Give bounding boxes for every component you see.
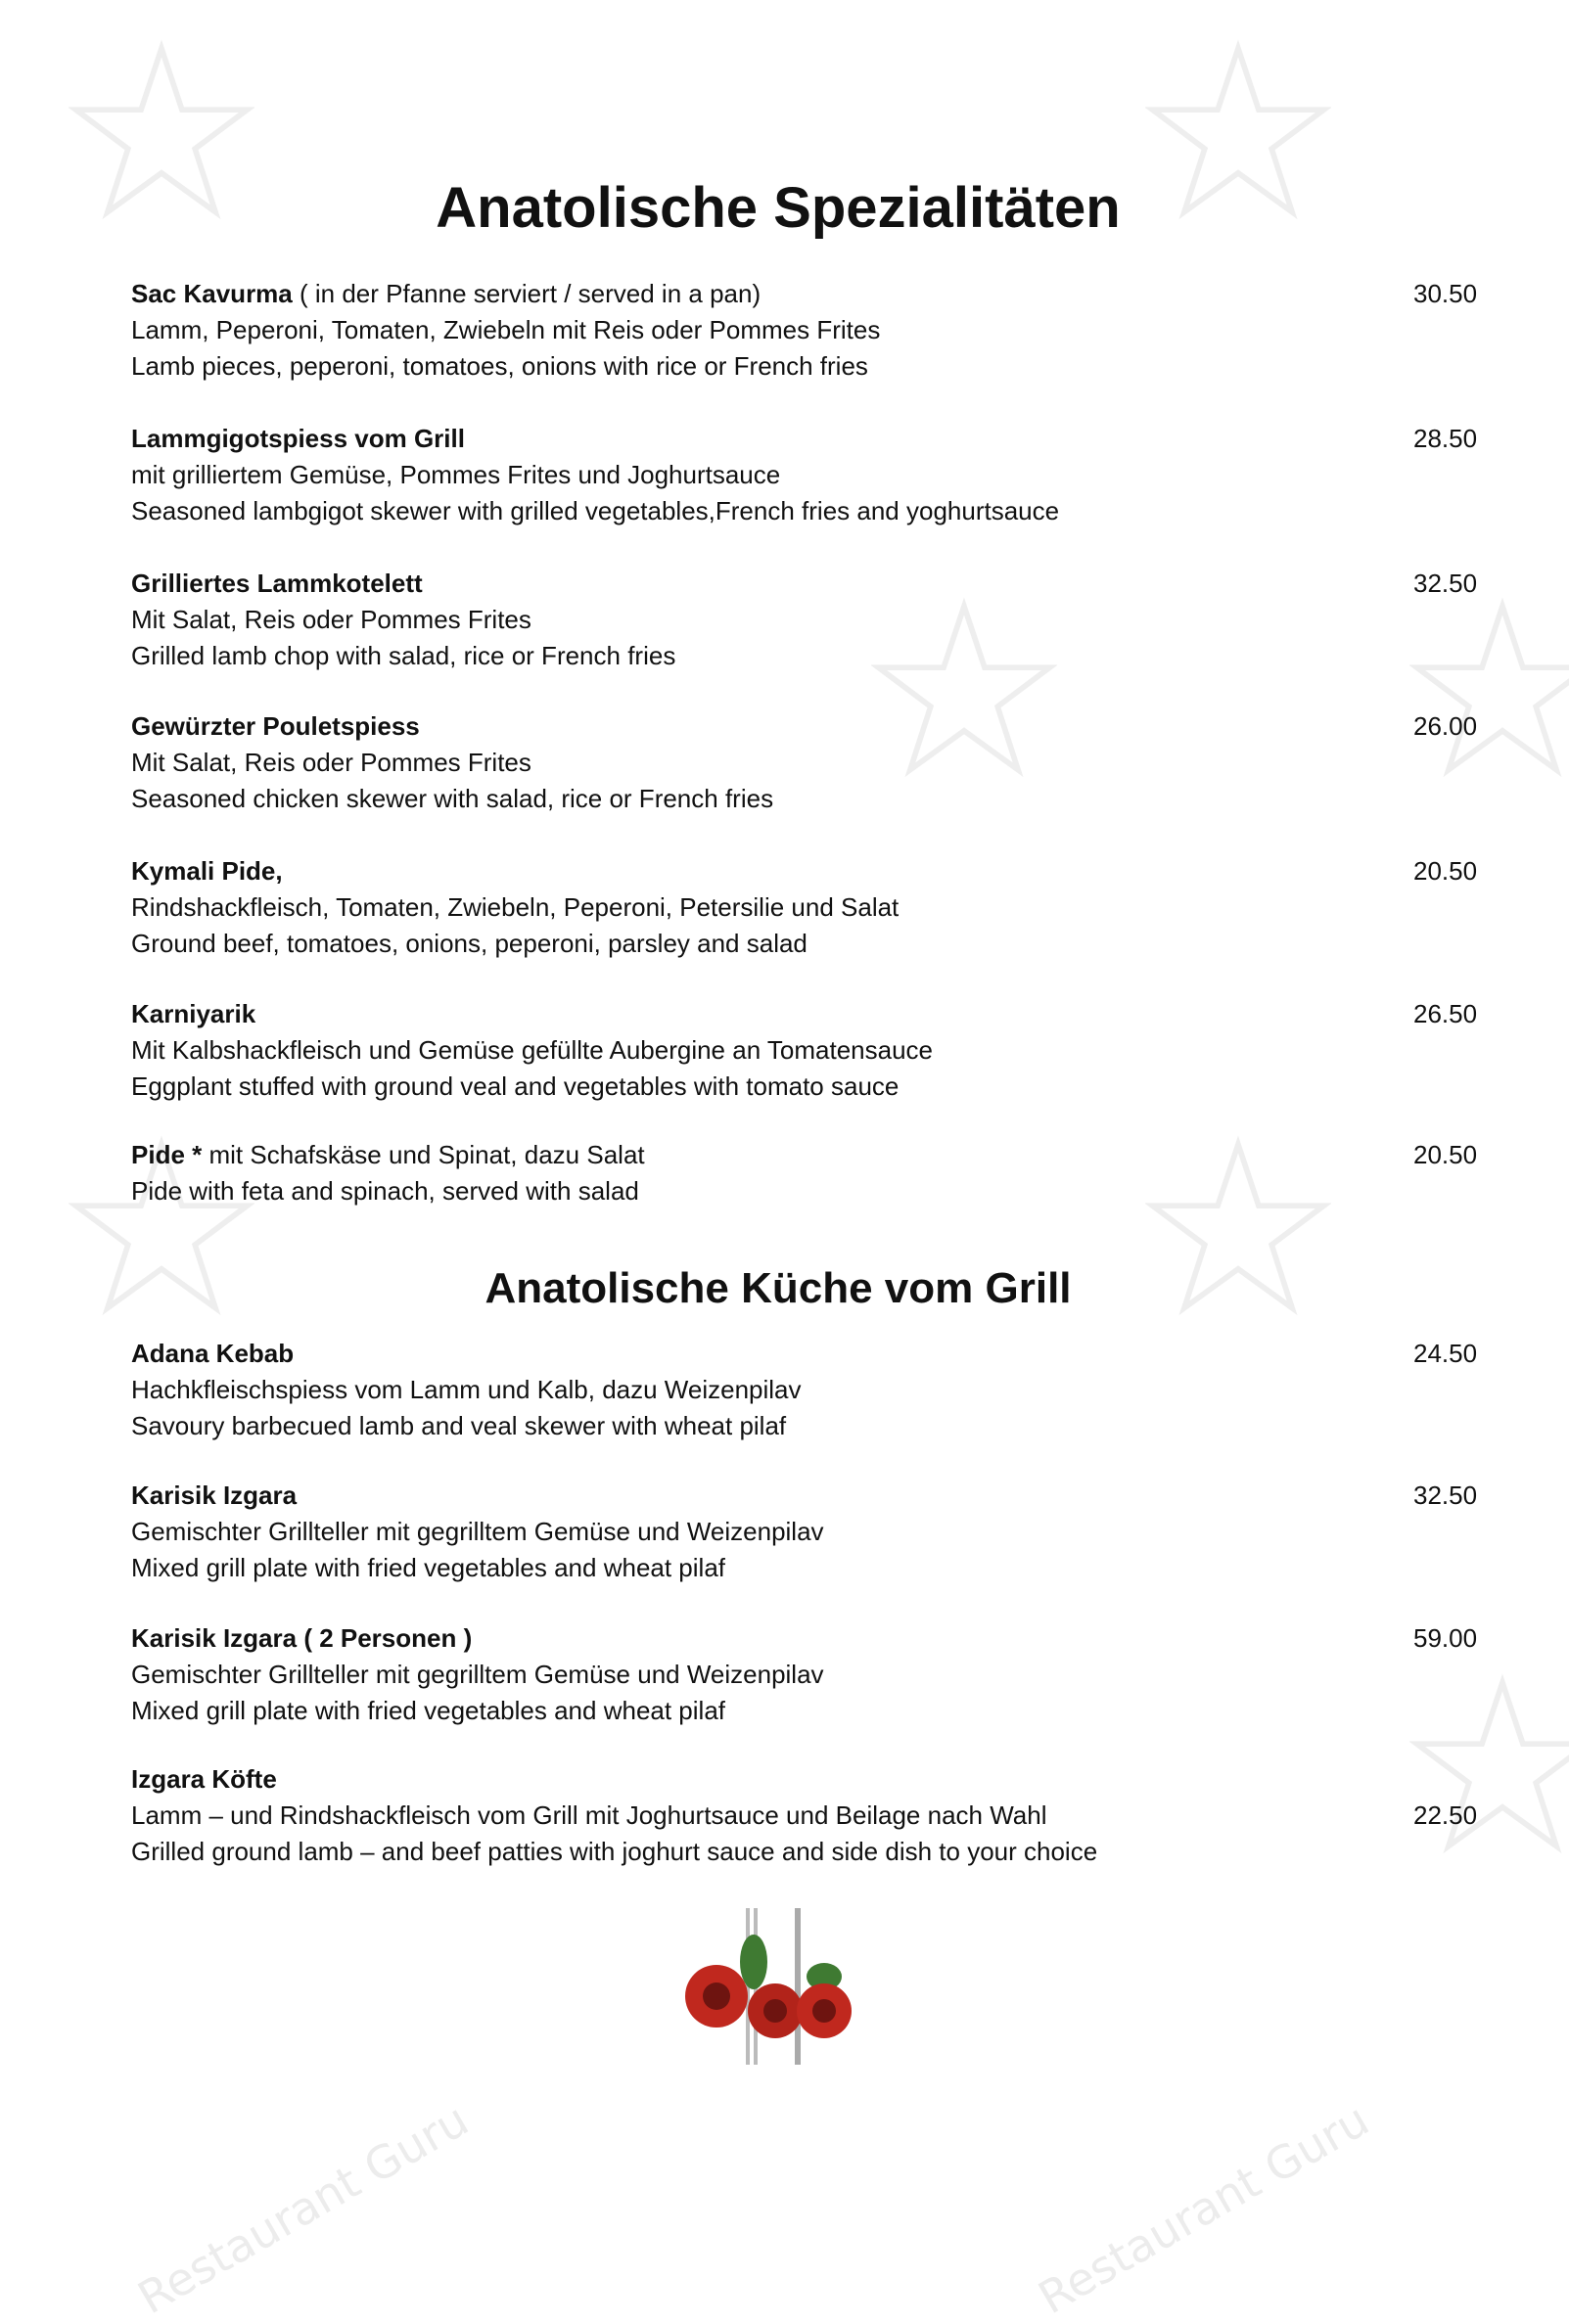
menu-item-description: Gemischter Grillteller mit gegrilltem Gemüse und Weizenpilav <box>131 1660 824 1689</box>
menu-item-name: Sac Kavurma <box>131 279 293 308</box>
menu-item-description: Pide with feta and spinach, served with salad <box>131 1176 639 1206</box>
menu-item-name: Grilliertes Lammkotelett <box>131 569 423 598</box>
star-fork-watermark-icon <box>1409 597 1569 783</box>
section-title-specialties: Anatolische Spezialitäten <box>436 176 1121 240</box>
menu-item-description: Lamm – und Rindshackfleisch vom Grill mit Joghurtsauce und Beilage nach Wahl <box>131 1800 1047 1830</box>
section-title-grill: Anatolische Küche vom Grill <box>485 1264 1072 1312</box>
menu-item-header <box>131 1478 1404 1514</box>
menu-item-header <box>131 1620 1404 1657</box>
menu-item-price: 28.50 <box>1413 424 1478 453</box>
menu-item-description: Ground beef, tomatoes, onions, peperoni, parsley and salad <box>131 929 808 958</box>
menu-item <box>131 853 1478 962</box>
menu-item-price: 59.00 <box>1413 1623 1478 1653</box>
menu-item-description: Hachkfleischspiess vom Lamm und Kalb, dazu Weizenpilav <box>131 1375 802 1404</box>
menu-item-description: Grilled lamb chop with salad, rice or French fries <box>131 641 676 670</box>
menu-item-description: Rindshackfleisch, Tomaten, Zwiebeln, Peperoni, Petersilie und Salat <box>131 892 900 922</box>
menu-item-header <box>131 1761 1404 1798</box>
menu-item <box>131 566 1478 674</box>
menu-item-name: Adana Kebab <box>131 1339 295 1368</box>
menu-item-description: Eggplant stuffed with ground veal and vegetables with tomato sauce <box>131 1071 900 1101</box>
menu-item <box>131 1336 1478 1444</box>
menu-item-price: 20.50 <box>1413 1140 1478 1169</box>
menu-item <box>131 708 1478 817</box>
menu-item-header <box>131 1137 1404 1173</box>
menu-item-header <box>131 421 1404 457</box>
menu-item-description: mit grilliertem Gemüse, Pommes Frites und Joghurtsauce <box>131 460 781 489</box>
menu-item-note: ( in der Pfanne serviert / served in a pan) <box>292 279 761 308</box>
menu-item-description: Gemischter Grillteller mit gegrilltem Gemüse und Weizenpilav <box>131 1517 824 1546</box>
menu-item-description: Mixed grill plate with fried vegetables and wheat pilaf <box>131 1696 726 1725</box>
roses-cutlery-image <box>677 1908 873 2070</box>
watermark-text: Restaurant Guru <box>128 2092 478 2324</box>
menu-item <box>131 1761 1478 1870</box>
menu-item-name: Karisik Izgara <box>131 1481 298 1510</box>
menu-item <box>131 1620 1478 1729</box>
menu-item-description: Mixed grill plate with fried vegetables and wheat pilaf <box>131 1553 726 1582</box>
menu-item-price: 30.50 <box>1413 279 1478 308</box>
menu-item <box>131 421 1478 529</box>
menu-item-name: Gewürzter Pouletspiess <box>131 711 420 741</box>
menu-item-header <box>131 708 1404 745</box>
menu-item-name: Karniyarik <box>131 999 256 1028</box>
menu-item-header <box>131 996 1404 1032</box>
menu-item-description: Savoury barbecued lamb and veal skewer with wheat pilaf <box>131 1411 787 1440</box>
menu-item-price: 26.50 <box>1413 999 1478 1028</box>
menu-item-name: Karisik Izgara ( 2 Personen ) <box>131 1623 473 1653</box>
menu-item <box>131 276 1478 385</box>
menu-item <box>131 1137 1478 1209</box>
menu-item-name: Kymali Pide, <box>131 856 283 886</box>
menu-item-price: 24.50 <box>1413 1339 1478 1368</box>
menu-item-header <box>131 1336 1404 1372</box>
menu-item-description: Seasoned lambgigot skewer with grilled vegetables,French fries and yoghurtsauce <box>131 496 1060 525</box>
menu-item-description: Mit Kalbshackfleisch und Gemüse gefüllte Aubergine an Tomatensauce <box>131 1035 934 1065</box>
menu-item-note: mit Schafskäse und Spinat, dazu Salat <box>202 1140 645 1169</box>
menu-item-description: Seasoned chicken skewer with salad, rice or French fries <box>131 784 774 813</box>
menu-item-price: 32.50 <box>1413 1481 1478 1510</box>
menu-item <box>131 996 1478 1105</box>
menu-item-description: Mit Salat, Reis oder Pommes Frites <box>131 748 531 777</box>
watermark-text: Restaurant Guru <box>1029 2092 1378 2324</box>
menu-item-header <box>131 276 1404 312</box>
menu-item-description: Lamm, Peperoni, Tomaten, Zwiebeln mit Reis oder Pommes Frites <box>131 315 881 344</box>
menu-item-name: Izgara Köfte <box>131 1764 277 1794</box>
menu-item-description: Grilled ground lamb – and beef patties with joghurt sauce and side dish to your choice <box>131 1837 1098 1866</box>
menu-item-header <box>131 853 1404 889</box>
menu-item-description: Mit Salat, Reis oder Pommes Frites <box>131 605 531 634</box>
menu-item-price: 20.50 <box>1413 856 1478 886</box>
menu-item-price: 32.50 <box>1413 569 1478 598</box>
menu-item-name: Pide * <box>131 1140 203 1169</box>
menu-item <box>131 1478 1478 1586</box>
menu-item-price: 22.50 <box>1413 1800 1478 1830</box>
menu-item-description: Lamb pieces, peperoni, tomatoes, onions with rice or French fries <box>131 351 868 381</box>
menu-item-name: Lammgigotspiess vom Grill <box>131 424 465 453</box>
menu-item-price: 26.00 <box>1413 711 1478 741</box>
menu-item-header <box>131 566 1404 602</box>
